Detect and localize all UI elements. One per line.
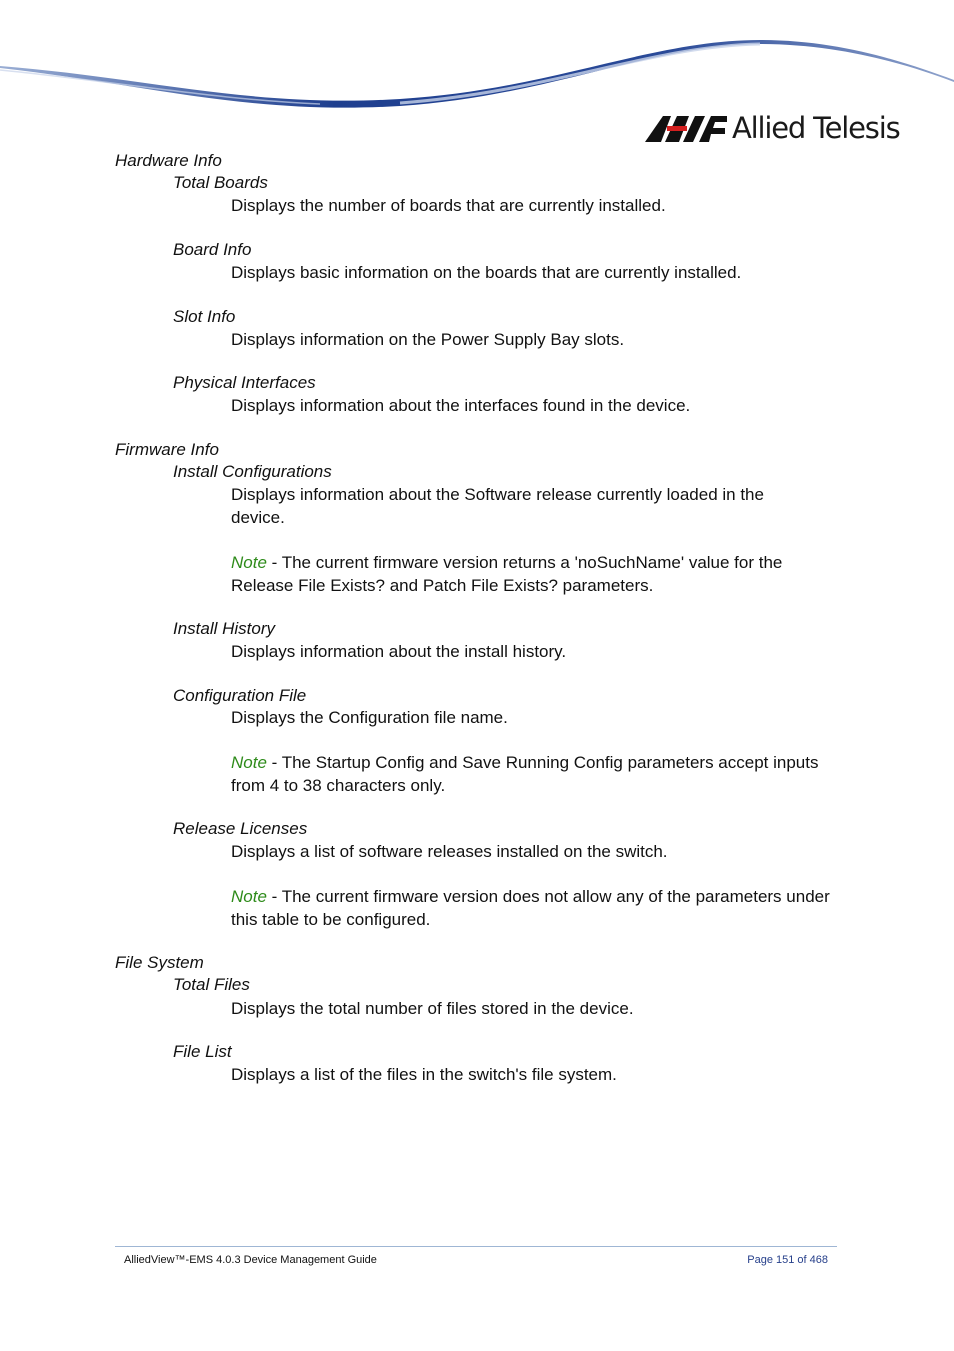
item-title: Install History [173,619,276,638]
section-title-firmware: Firmware Info [115,440,219,459]
item-title: Configuration File [173,686,307,705]
note-label: Note [231,887,267,906]
item-title: Total Files [173,975,250,994]
section-title-filesystem: File System [115,953,204,972]
item-title: Physical Interfaces [173,373,316,392]
item-description: Displays a list of software releases installed on the switch. [231,842,668,861]
item-title: Release Licenses [173,819,308,838]
footer-doc-title: AlliedView™-EMS 4.0.3 Device Management Guide [124,1254,377,1266]
logo-text: Allied Telesis [732,111,900,145]
item-description: Displays the number of boards that are currently installed. [231,196,666,215]
item-title: Board Info [173,240,252,259]
footer-page-number: Page 151 of 468 [747,1254,828,1266]
note-text: - The Startup Config and Save Running Config parameters accept inputs from 4 to 38 characters only. [231,753,819,795]
allied-telesis-logo-icon [645,114,727,142]
note-paragraph [231,885,831,931]
item-description: Displays a list of the files in the switch's file system. [231,1065,617,1084]
item-description: Displays basic information on the boards that are currently installed. [231,263,742,282]
note-text: - The current firmware version does not allow any of the parameters under this table to be configured. [231,887,830,929]
note-paragraph [231,751,841,797]
note-paragraph [231,551,841,597]
item-title: Total Boards [173,173,268,192]
item-title: File List [173,1042,232,1061]
company-logo [645,108,899,148]
item-description: Displays the Configuration file name. [231,708,508,727]
item-description: Displays the total number of files stored in the device. [231,999,634,1018]
note-label: Note [231,553,267,572]
note-text: - The current firmware version returns a 'noSuchName' value for the Release File Exists? and Patch File Exists? parameters. [231,553,783,595]
item-description: Displays information about the Software release currently loaded in the device. [231,485,764,527]
footer-divider [115,1246,837,1247]
item-description: Displays information about the install history. [231,642,567,661]
note-label: Note [231,753,267,772]
section-title-hardware: Hardware Info [115,151,222,170]
item-description: Displays information about the interfaces found in the device. [231,396,691,415]
item-title: Slot Info [173,307,236,326]
item-title: Install Configurations [173,462,332,481]
item-description: Displays information on the Power Supply Bay slots. [231,330,625,349]
